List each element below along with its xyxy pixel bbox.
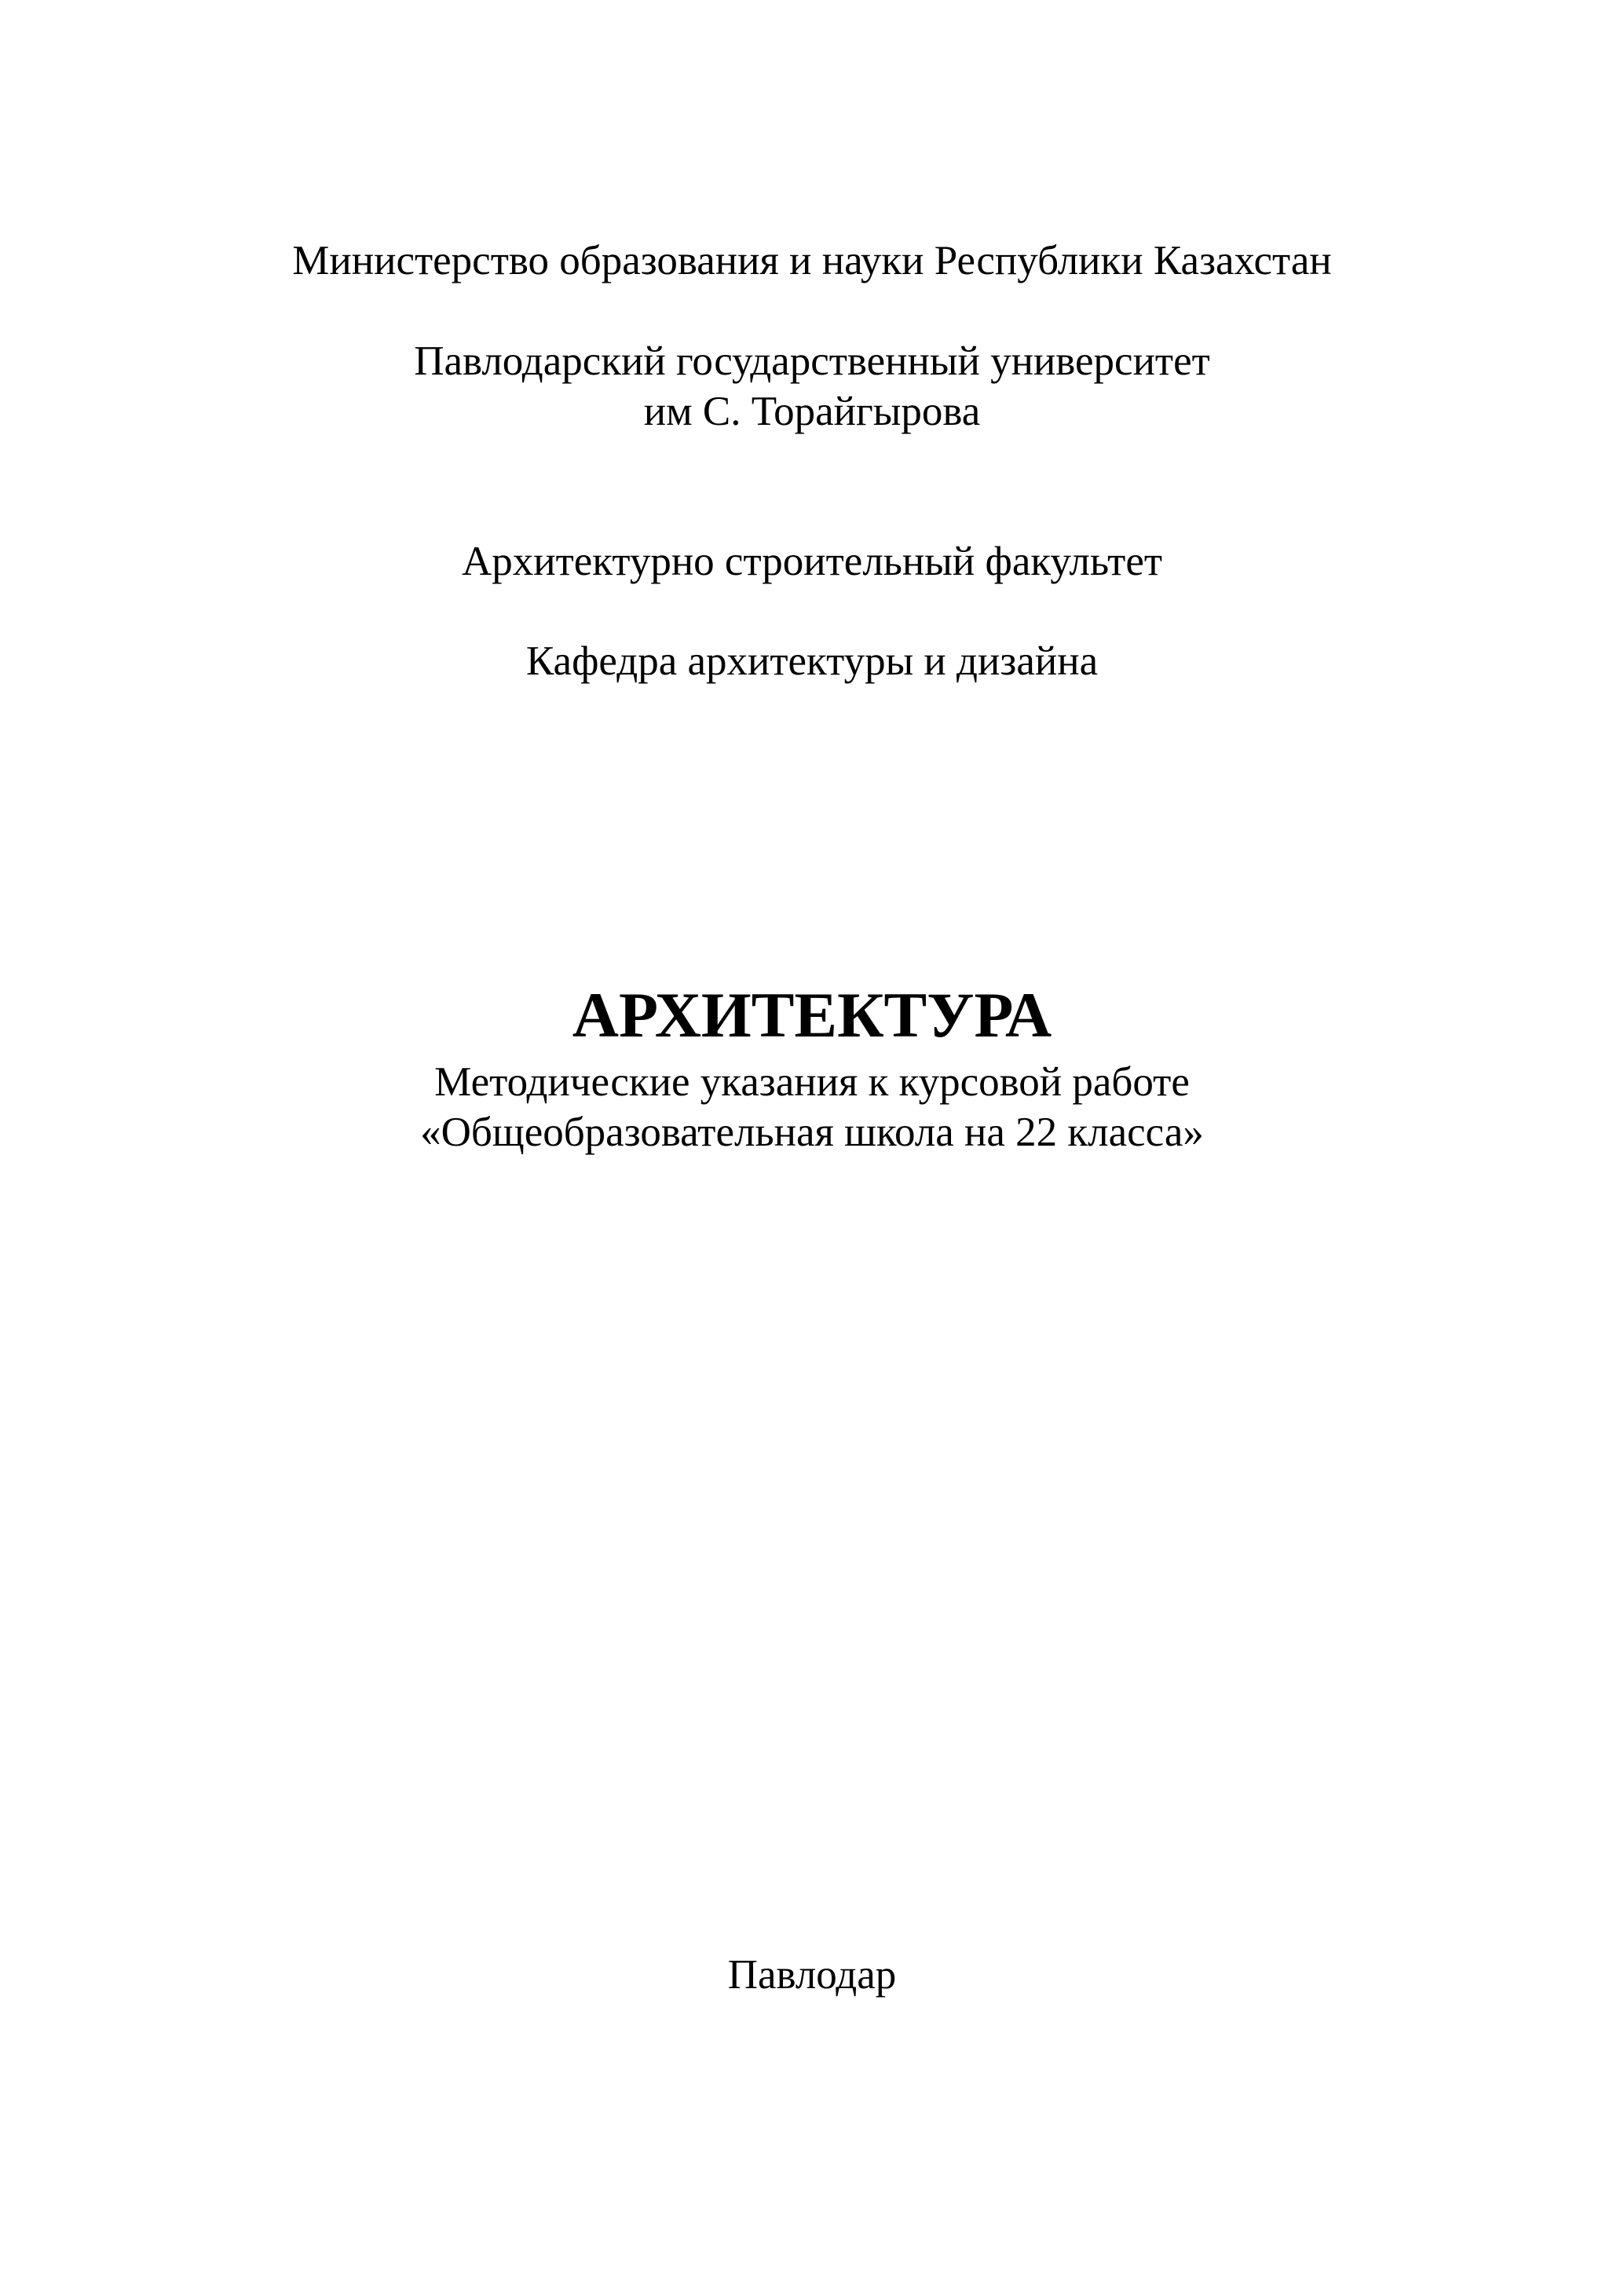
ministry-name: Министерство образования и науки Республики Казахстан — [292, 238, 1332, 283]
department-name: Кафедра архитектуры и дизайна — [525, 638, 1099, 684]
university-name: Павлодарский государственный университет — [414, 338, 1210, 384]
publication-city: Павлодар — [727, 1952, 897, 1998]
course-work-topic: «Общеобразовательная школа на 22 класса» — [420, 1110, 1204, 1155]
university-namesake: им С. Торайгырова — [643, 389, 981, 434]
document-title: АРХИТЕКТУРА — [572, 979, 1052, 1051]
document-subtitle: Методические указания к курсовой работе — [434, 1059, 1190, 1105]
faculty-name: Архитектурно строительный факультет — [461, 539, 1163, 584]
